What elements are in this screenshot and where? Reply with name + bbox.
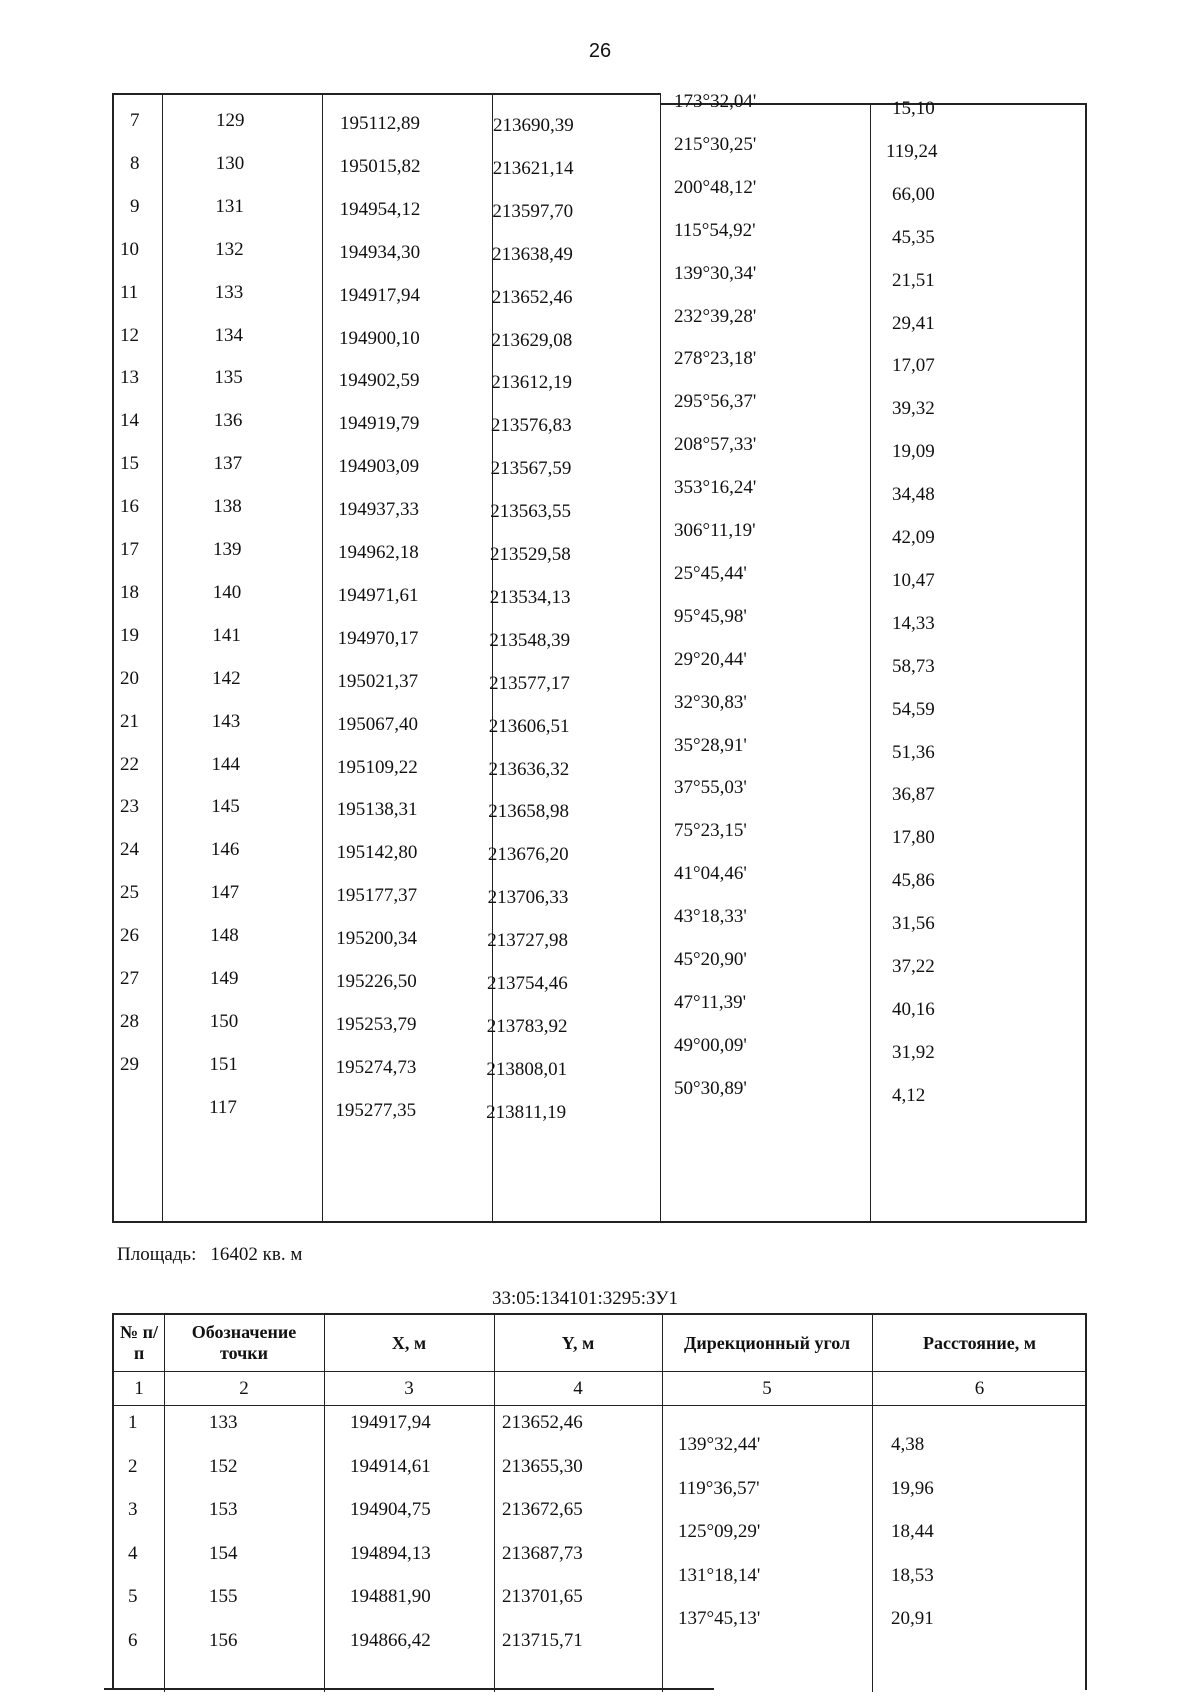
row-number: 27 [120, 968, 139, 989]
segment-distance: 40,16 [892, 998, 935, 1020]
y-coordinate: 213754,46 [487, 973, 568, 994]
coordinates-table [112, 1313, 1087, 1690]
bearing-angle: 200°48,12' [674, 176, 757, 198]
header-number: № п/п [120, 1322, 158, 1363]
row-number: 1 [128, 1412, 138, 1433]
row-number: 11 [120, 281, 139, 303]
segment-distance: 18,53 [891, 1564, 934, 1586]
x-coordinate: 194866,42 [350, 1629, 431, 1651]
row-number: 28 [120, 1010, 139, 1032]
row-number: 24 [120, 839, 139, 861]
bearing-angle: 47°11,39' [674, 991, 747, 1013]
y-coordinate: 213676,20 [487, 844, 569, 866]
segment-distance: 4,12 [892, 1084, 926, 1106]
y-coordinate: 213811,19 [486, 1101, 567, 1123]
x-coordinate: 195021,37 [337, 670, 419, 692]
column-number: 4 [573, 1378, 583, 1399]
x-coordinate: 194917,94 [350, 1412, 431, 1433]
point-label: 132 [215, 238, 244, 260]
y-coordinate: 213658,98 [488, 801, 569, 823]
y-coordinate: 213715,71 [502, 1629, 583, 1651]
segment-distance: 17,80 [892, 827, 935, 849]
x-coordinate: 194914,61 [350, 1455, 431, 1477]
point-label: 139 [213, 539, 242, 560]
bearing-angle: 137°45,13' [678, 1608, 761, 1629]
y-coordinate: 213567,59 [490, 458, 572, 480]
bearing-angle: 41°04,46' [674, 863, 747, 885]
column-divider [162, 93, 163, 1223]
row-number: 16 [120, 496, 139, 518]
point-label: 153 [209, 1499, 238, 1520]
segment-distance: 29,41 [892, 312, 935, 334]
row-number: 9 [130, 195, 140, 217]
point-label: 141 [212, 624, 241, 646]
point-label: 151 [209, 1053, 238, 1075]
point-label: 150 [209, 1010, 239, 1032]
bearing-angle: 353°16,24' [674, 477, 757, 499]
segment-distance: 34,48 [892, 484, 935, 506]
y-coordinate: 213690,39 [493, 115, 574, 136]
x-coordinate: 194903,09 [338, 456, 420, 478]
segment-distance: 20,91 [891, 1608, 934, 1629]
x-coordinate: 195142,80 [336, 842, 418, 864]
row-number: 3 [128, 1499, 138, 1520]
y-coordinate: 213606,51 [488, 715, 570, 737]
segment-distance: 4,38 [891, 1434, 925, 1455]
point-label: 140 [212, 581, 242, 603]
point-label: 144 [211, 753, 240, 775]
point-label: 152 [209, 1455, 238, 1477]
bearing-angle: 29°20,44' [674, 648, 747, 670]
column-divider [660, 93, 661, 1223]
x-coordinate: 195253,79 [335, 1013, 417, 1035]
segment-distance: 45,35 [892, 226, 935, 248]
point-label: 155 [209, 1586, 238, 1607]
segment-distance: 39,32 [892, 398, 935, 420]
header-x: X, м [391, 1332, 427, 1353]
table-right-border [1085, 103, 1087, 1223]
row-number: 4 [128, 1542, 138, 1564]
y-coordinate: 213652,46 [502, 1412, 583, 1433]
bearing-angle: 232°39,28' [674, 305, 757, 327]
segment-distance: 119,24 [886, 140, 938, 162]
point-label: 145 [211, 796, 240, 818]
bearing-angle: 278°23,18' [674, 348, 757, 370]
y-coordinate: 213706,33 [487, 887, 569, 909]
area-value: 16402 кв. м [210, 1244, 303, 1265]
table-frame [112, 93, 1087, 1223]
table-bottom-border [104, 1688, 714, 1690]
bearing-angle: 306°11,19' [674, 520, 756, 541]
y-coordinate: 213534,13 [489, 586, 571, 608]
bearing-angle: 131°18,14' [678, 1564, 761, 1586]
x-coordinate: 195226,50 [336, 971, 417, 992]
y-coordinate: 213652,46 [491, 286, 573, 308]
y-coordinate: 213597,70 [492, 200, 574, 222]
row-number: 20 [120, 667, 139, 689]
point-label: 135 [214, 367, 243, 389]
segment-distance: 10,47 [892, 569, 935, 591]
row-number: 19 [120, 624, 139, 646]
y-coordinate: 213577,17 [489, 672, 570, 694]
row-number: 15 [120, 453, 139, 475]
header-distance: Расстояние, м [923, 1332, 1036, 1353]
y-coordinate: 213529,58 [490, 544, 571, 565]
row-number: 26 [120, 925, 139, 947]
header-point: Обозначение точки [191, 1322, 297, 1363]
point-label: 146 [210, 839, 240, 861]
y-coordinate: 213701,65 [502, 1586, 583, 1607]
segment-distance: 14,33 [892, 612, 935, 634]
bearing-angle: 119°36,57' [678, 1477, 760, 1499]
point-label: 142 [212, 667, 241, 689]
segment-distance: 15,10 [892, 98, 935, 119]
point-label: 156 [209, 1629, 238, 1651]
x-coordinate: 194904,75 [350, 1499, 431, 1520]
row-number: 6 [128, 1629, 138, 1651]
row-number: 12 [120, 324, 139, 346]
area-label: Площадь: [117, 1244, 197, 1265]
y-coordinate: 213783,92 [486, 1015, 568, 1037]
x-coordinate: 195015,82 [339, 155, 421, 177]
y-coordinate: 213621,14 [492, 157, 574, 179]
column-number: 1 [134, 1378, 144, 1399]
x-coordinate: 194919,79 [338, 413, 420, 435]
row-number: 18 [120, 581, 139, 603]
bearing-angle: 35°28,91' [674, 734, 747, 756]
bearing-angle: 32°30,83' [674, 691, 747, 713]
bearing-angle: 115°54,92' [674, 219, 756, 241]
y-coordinate: 213655,30 [502, 1455, 583, 1477]
column-number: 3 [404, 1378, 414, 1399]
x-coordinate: 194937,33 [338, 499, 419, 521]
area-line [117, 1244, 302, 1266]
y-coordinate: 213576,83 [490, 415, 572, 437]
row-number: 13 [120, 367, 139, 389]
x-coordinate: 195109,22 [337, 756, 418, 778]
segment-distance: 54,59 [892, 698, 935, 720]
point-label: 129 [216, 110, 245, 131]
x-coordinate: 194954,12 [339, 198, 421, 220]
x-coordinate: 195067,40 [337, 713, 418, 735]
table-top-border [112, 93, 660, 95]
y-coordinate: 213636,32 [488, 758, 570, 780]
bearing-angle: 37°55,03' [674, 777, 747, 799]
bearing-angle: 45°20,90' [674, 949, 747, 970]
x-coordinate: 194970,17 [337, 627, 419, 649]
row-number: 23 [120, 796, 139, 818]
bearing-angle: 215°30,25' [674, 133, 757, 155]
row-number: 14 [120, 410, 139, 432]
bearing-angle: 43°18,33' [674, 906, 747, 928]
segment-distance: 45,86 [892, 870, 935, 892]
row-number: 5 [128, 1586, 138, 1607]
segment-distance: 37,22 [892, 956, 935, 977]
point-label: 117 [209, 1096, 237, 1118]
column-divider [322, 93, 323, 1223]
segment-distance: 19,96 [891, 1477, 934, 1499]
bearing-angle: 49°00,09' [674, 1034, 747, 1056]
y-coordinate: 213727,98 [487, 930, 569, 952]
y-coordinate: 213629,08 [491, 329, 573, 351]
bearing-angle: 295°56,37' [674, 391, 757, 413]
bearing-angle: 25°45,44' [674, 562, 747, 584]
point-label: 147 [210, 882, 240, 904]
page-number: 26 [588, 40, 612, 62]
segment-distance: 42,09 [892, 527, 935, 548]
row-number: 10 [120, 238, 139, 260]
column-divider [870, 103, 871, 1223]
y-coordinate: 213612,19 [491, 372, 572, 394]
row-number: 7 [130, 110, 140, 131]
segment-distance: 17,07 [892, 355, 935, 377]
point-label: 136 [213, 410, 243, 432]
header-angle: Дирекционный угол [683, 1332, 851, 1353]
y-coordinate: 213563,55 [490, 501, 572, 523]
segment-distance: 18,44 [891, 1521, 934, 1542]
x-coordinate: 195274,73 [335, 1056, 417, 1078]
segment-distance: 66,00 [892, 183, 935, 205]
segment-distance: 58,73 [892, 655, 935, 677]
x-coordinate: 194902,59 [338, 370, 420, 392]
bearing-angle: 173°32,04' [674, 91, 757, 112]
segment-distance: 31,92 [892, 1041, 935, 1063]
segment-distance: 36,87 [892, 784, 935, 806]
point-label: 133 [214, 281, 244, 303]
x-coordinate: 195277,35 [335, 1099, 417, 1121]
x-coordinate: 195200,34 [336, 928, 417, 950]
point-label: 133 [209, 1412, 238, 1433]
segment-distance: 51,36 [892, 741, 935, 763]
bearing-angle: 139°32,44' [678, 1434, 761, 1455]
point-label: 137 [213, 453, 243, 475]
point-label: 154 [209, 1542, 238, 1564]
row-number: 21 [120, 710, 139, 732]
x-coordinate: 195177,37 [336, 885, 418, 907]
column-number: 6 [974, 1378, 985, 1399]
segment-distance: 31,56 [892, 913, 935, 935]
row-number: 29 [120, 1053, 139, 1075]
header-y: Y, м [561, 1332, 595, 1353]
x-coordinate: 194881,90 [350, 1586, 431, 1607]
y-coordinate: 213672,65 [502, 1499, 583, 1520]
x-coordinate: 195112,89 [340, 113, 421, 134]
x-coordinate: 194894,13 [350, 1542, 431, 1564]
x-coordinate: 194934,30 [339, 241, 421, 263]
segment-distance: 21,51 [892, 269, 935, 291]
coordinates-table-continued [112, 93, 1087, 1223]
x-coordinate: 194962,18 [338, 542, 419, 563]
x-coordinate: 194917,94 [339, 284, 420, 306]
y-coordinate: 213548,39 [489, 629, 571, 651]
segment-distance: 19,09 [892, 441, 935, 463]
row-number: 17 [120, 539, 139, 560]
row-number: 8 [130, 152, 140, 174]
point-label: 143 [211, 710, 241, 732]
point-label: 138 [213, 496, 242, 518]
point-label: 134 [214, 324, 243, 346]
bearing-angle: 50°30,89' [674, 1077, 747, 1099]
bearing-angle: 208°57,33' [674, 434, 757, 456]
point-label: 149 [210, 968, 239, 989]
point-label: 148 [210, 925, 239, 947]
bearing-angle: 139°30,34' [674, 262, 757, 284]
point-label: 130 [215, 152, 245, 174]
y-coordinate: 213687,73 [502, 1542, 583, 1564]
column-number: 2 [239, 1378, 249, 1399]
row-number: 2 [128, 1455, 138, 1477]
row-number: 25 [120, 882, 139, 904]
bearing-angle: 75°23,15' [674, 820, 747, 842]
bearing-angle: 125°09,29' [678, 1521, 761, 1542]
y-coordinate: 213808,01 [486, 1058, 568, 1080]
column-number: 5 [762, 1378, 772, 1399]
y-coordinate: 213638,49 [492, 243, 573, 265]
x-coordinate: 195138,31 [336, 799, 418, 821]
point-label: 131 [215, 195, 244, 217]
x-coordinate: 194971,61 [337, 584, 419, 606]
row-number: 22 [120, 753, 139, 775]
plot-code: 33:05:134101:3295:ЗУ1 [491, 1288, 679, 1309]
x-coordinate: 194900,10 [339, 327, 420, 349]
bearing-angle: 95°45,98' [674, 605, 747, 627]
